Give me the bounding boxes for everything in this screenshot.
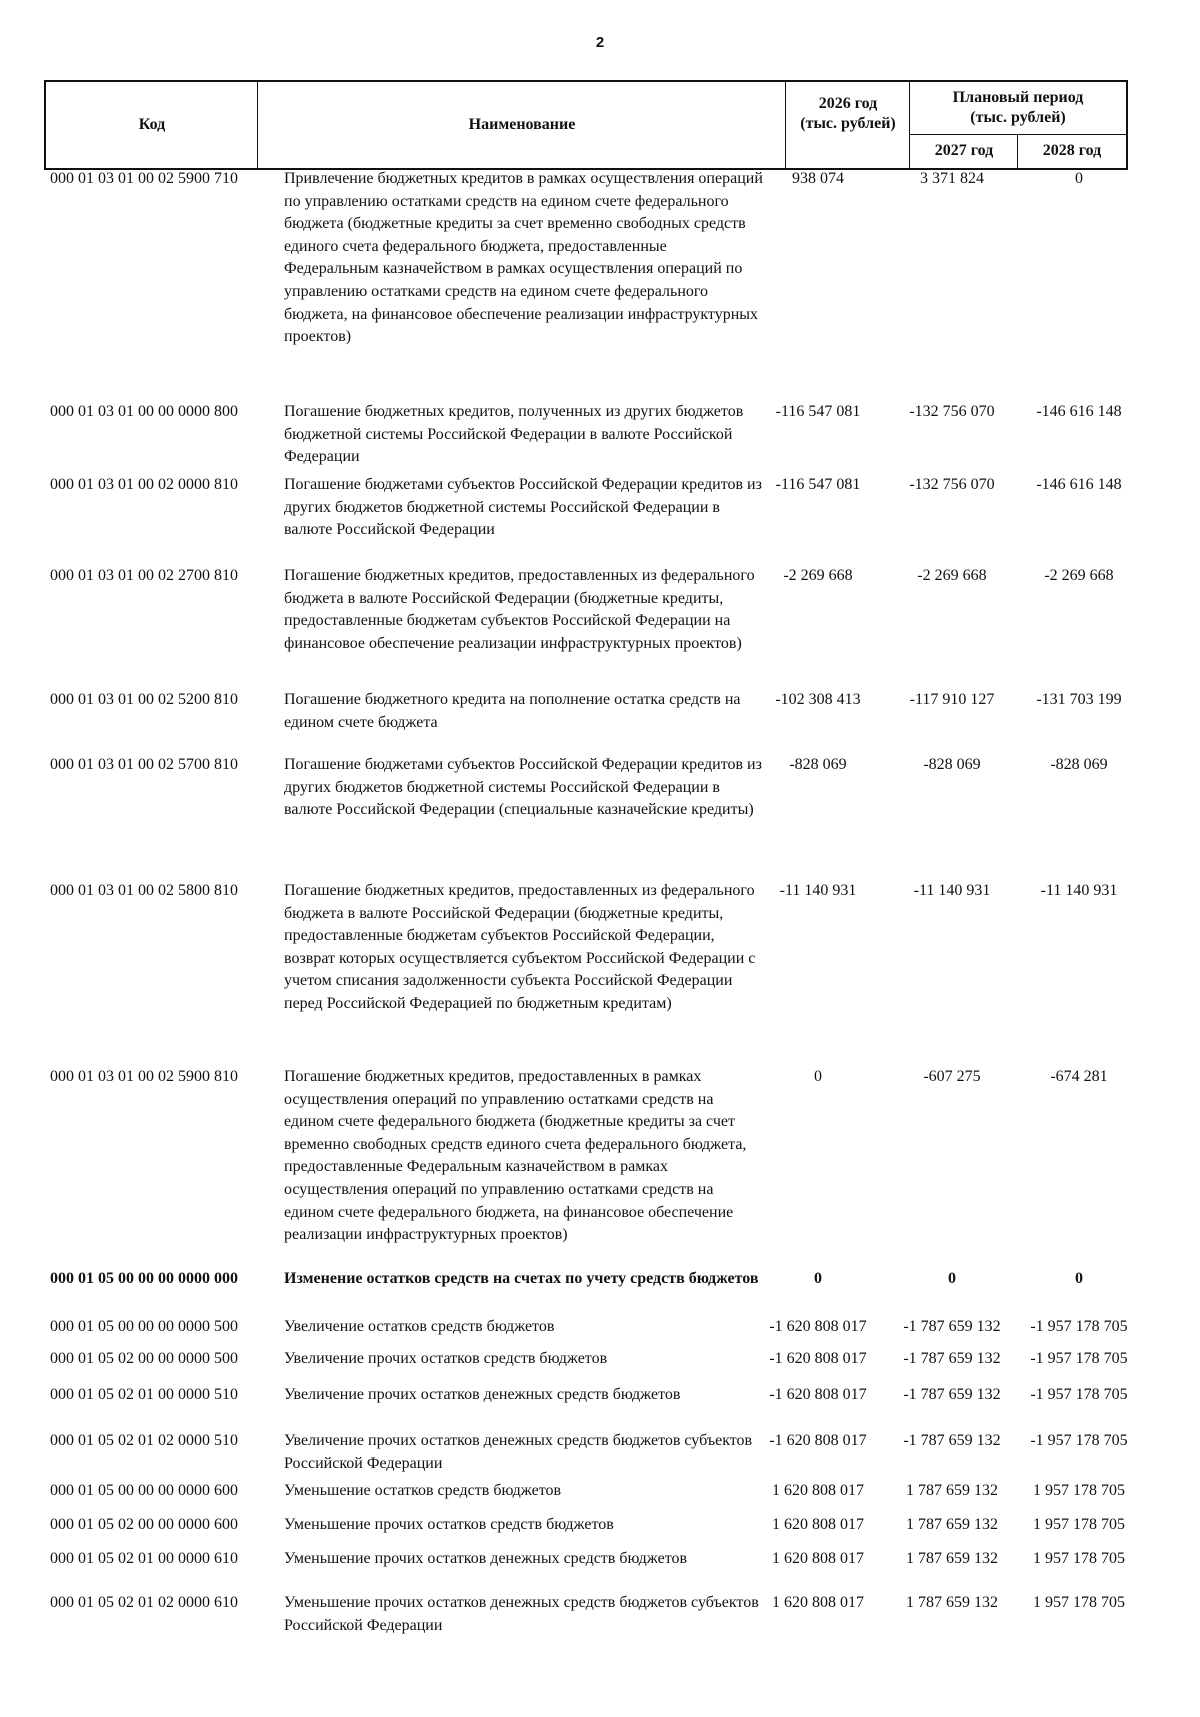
header-name: Наименование bbox=[468, 116, 576, 133]
header-code: Код bbox=[138, 116, 166, 133]
row-name: Уменьшение прочих остатков денежных средств бюджетов субъектов Российской Федерации bbox=[284, 1594, 759, 1634]
row-value-2026: 0 bbox=[814, 1270, 822, 1287]
row-value-2028: -1 957 178 705 bbox=[1030, 1350, 1128, 1367]
row-name: Увеличение остатков средств бюджетов bbox=[284, 1318, 555, 1335]
row-value-2028: -146 616 148 bbox=[1036, 476, 1122, 493]
row-value-2028: 0 bbox=[1075, 1270, 1083, 1287]
row-value-2026: -1 620 808 017 bbox=[769, 1386, 867, 1403]
row-value-2026: -1 620 808 017 bbox=[769, 1350, 867, 1367]
row-value-2028: -2 269 668 bbox=[1044, 567, 1114, 584]
row-value-2027: -117 910 127 bbox=[909, 691, 995, 708]
header-year-2: 2027 год bbox=[934, 142, 994, 159]
row-value-2027: -1 787 659 132 bbox=[903, 1386, 1001, 1403]
row-name: Погашение бюджетных кредитов, предоставленных из федерального бюджета в валюте Российской Федерации (бюджетные кредиты, предоставленные бюджетам субъектов Российской Федерации, возврат которых осуществляется субъектом Российской Федерации с учетом списания задолженности субъекта Российской Федерации перед Российской Федерацией по бюджетным кредитам) bbox=[284, 882, 756, 1012]
row-value-2028: -1 957 178 705 bbox=[1030, 1318, 1128, 1335]
row-value-2028: -828 069 bbox=[1050, 756, 1108, 773]
row-value-2026: 1 620 808 017 bbox=[772, 1482, 864, 1499]
row-code: 000 01 03 01 00 02 5900 710 bbox=[50, 170, 238, 187]
row-value-2027: -828 069 bbox=[923, 756, 981, 773]
row-code: 000 01 05 02 00 00 0000 500 bbox=[50, 1350, 238, 1367]
row-code: 000 01 03 01 00 02 5700 810 bbox=[50, 756, 238, 773]
header-year-current: 2026 год (тыс. рублей) bbox=[800, 95, 896, 132]
row-value-2027: 3 371 824 bbox=[920, 170, 984, 187]
row-code: 000 01 03 01 00 02 5900 810 bbox=[50, 1068, 238, 1085]
row-value-2026: -828 069 bbox=[789, 756, 847, 773]
row-value-2027: -11 140 931 bbox=[913, 882, 991, 899]
row-value-2027: -1 787 659 132 bbox=[903, 1350, 1001, 1367]
row-value-2027: -132 756 070 bbox=[909, 476, 995, 493]
header-year-3: 2028 год bbox=[1042, 142, 1102, 159]
row-value-2026: 938 074 bbox=[792, 170, 844, 187]
row-name: Погашение бюджетами субъектов Российской Федерации кредитов из других бюджетов бюджетной системы Российской Федерации в валюте Российской Федерации (специальные казначейские кредиты) bbox=[284, 756, 762, 819]
row-value-2027: 1 787 659 132 bbox=[906, 1594, 998, 1611]
row-name: Погашение бюджетных кредитов, предоставленных в рамках осуществления операций по управлению остатками средств на едином счете федерального бюджета (бюджетные кредиты за счет временно свободных средств единого счета федерального бюджета, предоставленные Федеральным казначейством в рамках осуществления операций по управлению остатками средств на едином счете федерального бюджета, на финансовое обеспечение реализации инфраструктурных проектов) bbox=[284, 1068, 747, 1244]
row-value-2028: 1 957 178 705 bbox=[1033, 1516, 1125, 1533]
row-value-2028: -11 140 931 bbox=[1040, 882, 1118, 899]
row-name: Увеличение прочих остатков денежных средств бюджетов субъектов Российской Федерации bbox=[284, 1432, 753, 1472]
row-value-2026: -11 140 931 bbox=[779, 882, 857, 899]
row-code: 000 01 05 00 00 00 0000 500 bbox=[50, 1318, 238, 1335]
row-code: 000 01 05 02 01 00 0000 510 bbox=[50, 1386, 238, 1403]
row-code: 000 01 03 01 00 02 0000 810 bbox=[50, 476, 238, 493]
row-value-2026: -102 308 413 bbox=[775, 691, 861, 708]
row-code: 000 01 05 02 01 02 0000 510 bbox=[50, 1432, 238, 1449]
row-value-2026: -1 620 808 017 bbox=[769, 1432, 867, 1449]
row-value-2028: -131 703 199 bbox=[1036, 691, 1122, 708]
row-code: 000 01 03 01 00 02 5200 810 bbox=[50, 691, 238, 708]
row-value-2028: 0 bbox=[1075, 170, 1083, 187]
row-code: 000 01 05 02 00 00 0000 600 bbox=[50, 1516, 238, 1533]
row-value-2028: -1 957 178 705 bbox=[1030, 1432, 1128, 1449]
row-value-2028: 1 957 178 705 bbox=[1033, 1594, 1125, 1611]
row-value-2027: 1 787 659 132 bbox=[906, 1482, 998, 1499]
row-value-2026: 1 620 808 017 bbox=[772, 1594, 864, 1611]
row-value-2026: 1 620 808 017 bbox=[772, 1550, 864, 1567]
header-divider bbox=[1017, 134, 1018, 168]
row-value-2027: -1 787 659 132 bbox=[903, 1318, 1001, 1335]
row-value-2027: -1 787 659 132 bbox=[903, 1432, 1001, 1449]
row-name: Погашение бюджетных кредитов, полученных из других бюджетов бюджетной системы Российской Федерации в валюте Российской Федерации bbox=[284, 403, 744, 466]
page-number: 2 bbox=[595, 34, 605, 51]
row-code: 000 01 03 01 00 02 2700 810 bbox=[50, 567, 238, 584]
row-name: Погашение бюджетных кредитов, предоставленных из федерального бюджета в валюте Российской Федерации (бюджетные кредиты, предоставленные бюджетам субъектов Российской Федерации на финансовое обеспечение реализации инфраструктурных проектов) bbox=[284, 567, 755, 652]
row-name: Погашение бюджетами субъектов Российской Федерации кредитов из других бюджетов бюджетной системы Российской Федерации в валюте Российской Федерации bbox=[284, 476, 762, 539]
row-value-2028: 1 957 178 705 bbox=[1033, 1550, 1125, 1567]
header-divider bbox=[257, 82, 258, 168]
row-value-2026: -116 547 081 bbox=[775, 403, 861, 420]
row-name: Изменение остатков средств на счетах по учету средств бюджетов bbox=[284, 1270, 759, 1287]
row-name: Увеличение прочих остатков средств бюджетов bbox=[284, 1350, 608, 1367]
row-name: Погашение бюджетного кредита на пополнение остатка средств на едином счете бюджета bbox=[284, 691, 741, 731]
row-code: 000 01 05 02 01 02 0000 610 bbox=[50, 1594, 238, 1611]
row-value-2028: -146 616 148 bbox=[1036, 403, 1122, 420]
row-value-2028: -674 281 bbox=[1050, 1068, 1108, 1085]
row-name: Увеличение прочих остатков денежных средств бюджетов bbox=[284, 1386, 681, 1403]
row-name: Уменьшение прочих остатков денежных средств бюджетов bbox=[284, 1550, 688, 1567]
row-code: 000 01 03 01 00 02 5800 810 bbox=[50, 882, 238, 899]
row-value-2027: -607 275 bbox=[923, 1068, 981, 1085]
row-name: Уменьшение остатков средств бюджетов bbox=[284, 1482, 562, 1499]
row-value-2028: -1 957 178 705 bbox=[1030, 1386, 1128, 1403]
row-name: Привлечение бюджетных кредитов в рамках осуществления операций по управлению остатками средств на едином счете федерального бюджета (бюджетные кредиты за счет временно свободных средств единого счета федерального бюджета, предоставленные Федеральным казначейством в рамках осуществления операций по управлению остатками средств на едином счете федерального бюджета, на финансовое обеспечение реализации инфраструктурных проектов) bbox=[284, 170, 763, 346]
header-divider bbox=[909, 134, 1126, 135]
row-value-2027: -2 269 668 bbox=[917, 567, 987, 584]
row-value-2027: 1 787 659 132 bbox=[906, 1516, 998, 1533]
header-divider bbox=[785, 82, 786, 168]
header-planned-period: Плановый период (тыс. рублей) bbox=[952, 89, 1084, 126]
row-value-2026: 1 620 808 017 bbox=[772, 1516, 864, 1533]
row-code: 000 01 05 02 01 00 0000 610 bbox=[50, 1550, 238, 1567]
row-value-2026: 0 bbox=[814, 1068, 822, 1085]
row-value-2027: -132 756 070 bbox=[909, 403, 995, 420]
row-value-2026: -2 269 668 bbox=[783, 567, 853, 584]
header-divider bbox=[909, 82, 910, 168]
row-value-2028: 1 957 178 705 bbox=[1033, 1482, 1125, 1499]
row-value-2026: -116 547 081 bbox=[775, 476, 861, 493]
row-code: 000 01 03 01 00 00 0000 800 bbox=[50, 403, 238, 420]
table-header bbox=[44, 80, 1128, 170]
row-code: 000 01 05 00 00 00 0000 000 bbox=[50, 1270, 238, 1287]
row-code: 000 01 05 00 00 00 0000 600 bbox=[50, 1482, 238, 1499]
row-value-2027: 0 bbox=[948, 1270, 956, 1287]
row-name: Уменьшение прочих остатков средств бюджетов bbox=[284, 1516, 614, 1533]
row-value-2026: -1 620 808 017 bbox=[769, 1318, 867, 1335]
row-value-2027: 1 787 659 132 bbox=[906, 1550, 998, 1567]
